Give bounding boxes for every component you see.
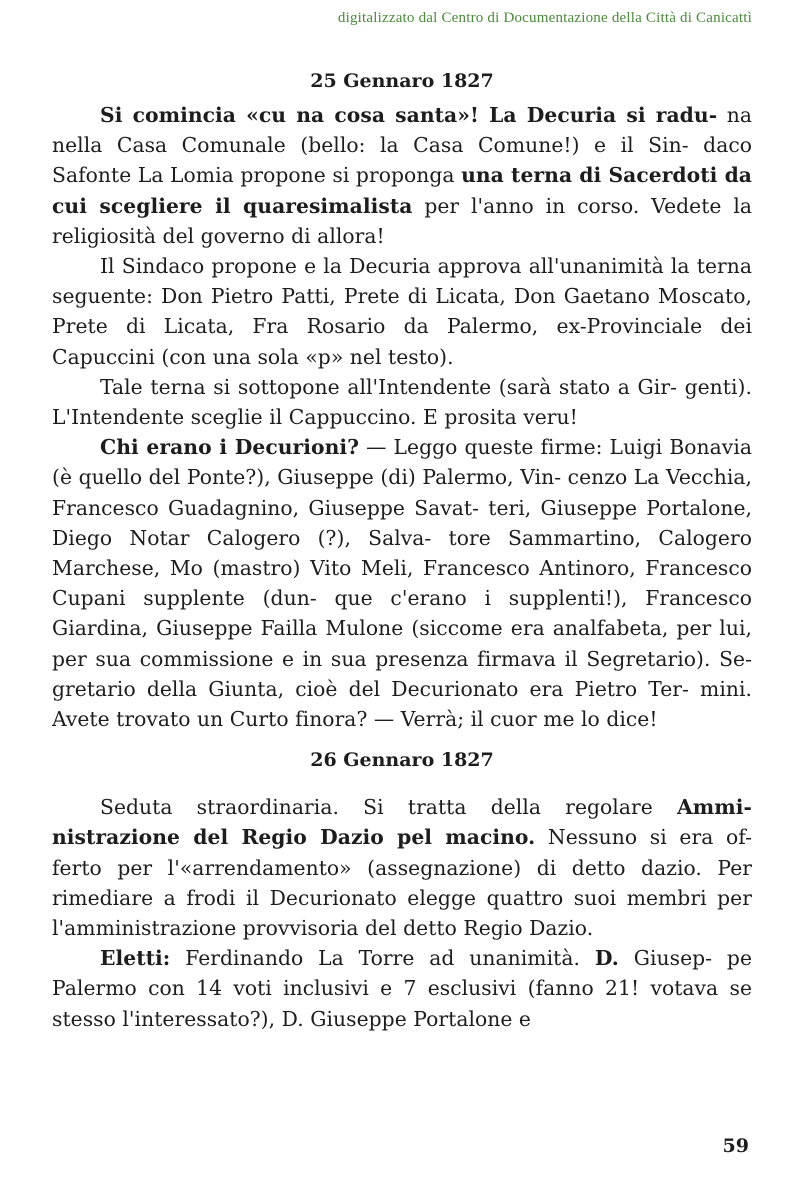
paragraph-seduta xyxy=(52,792,752,943)
text-run: Ferdinando La Torre ad unanimità. xyxy=(170,946,595,971)
paragraph-sindaco xyxy=(52,251,752,372)
section-heading-26-gennaro: 26 Gennaro 1827 xyxy=(310,749,494,772)
bold-decurioni: Chi erano i Decurioni? xyxy=(100,435,360,460)
paragraph-decuria xyxy=(52,100,752,251)
text-run: per l'anno in corso. Vedete la religiosità del governo di allora! xyxy=(52,193,752,248)
digitization-watermark: digitalizzato dal Centro di Documentazione della Città di Canicattì xyxy=(337,10,752,26)
section-heading-25-gennaro: 25 Gennaro 1827 xyxy=(310,70,494,92)
bold-d: D. xyxy=(594,946,619,971)
bold-eletti: Eletti: xyxy=(100,946,171,971)
text-run: na nella Casa Comunale (bello: la Casa Comune!) e il Sin- daco Safonte La Lomia propone si proponga xyxy=(52,103,753,188)
bold-terna: una terna di Sacerdoti da cui scegliere il quaresimalista xyxy=(52,163,752,218)
paragraph-intendente xyxy=(52,372,752,432)
text-run: Il Sindaco propone e la Decuria approva all'unanimità la terna seguente: Don Pietro Patti, Prete di Licata, Don Gaetano Moscato, Prete di Licata, Fra Rosario da Palermo, ex-Provinciale dei Capuccini (con una sola «p» nel testo). xyxy=(52,254,752,369)
paragraph-decurioni xyxy=(52,432,752,734)
text-run: Tale terna si sottopone all'Intendente (sarà stato a Gir- genti). L'Intendente sceglie il Cappuccino. E prosita veru! xyxy=(52,374,752,430)
paragraph-eletti xyxy=(52,943,752,1034)
text-run: Seduta straordinaria. Si tratta della regolare xyxy=(100,795,677,820)
page-body xyxy=(52,62,752,1034)
text-run: — Leggo queste firme: Luigi Bonavia (è quello del Ponte?), Giuseppe (di) Palermo, Vin- cenzo La Vecchia, Francesco Guadagnino, Giuseppe Savat- teri, Giuseppe Portalone, Diego Notar Calogero (?), Salva- tore Sammartino, Calogero Marchese, Mo (mastro) Vito Meli, Francesco Antinoro, Francesco Cupani supplente (dun- que c'erano i supplenti!), Francesco Giardina, Giuseppe Failla Mulone (siccome era analfabeta, per lui, per sua commissione e in sua presenza firmava il Segretario). Se- gretario della Giunta, cioè del Decurionato era Pietro Ter- mini. Avete trovato un Curto finora? — Verrà; il cuor me lo dice! xyxy=(52,435,752,732)
bold-opening: Si comincia «cu na cosa santa»! La Decuria si radu- xyxy=(100,103,718,127)
page-number: 59 xyxy=(722,1135,749,1157)
text-run: Giusep- pe Palermo con 14 voti inclusivi e 7 esclusivi (fanno 21! votava se stesso l'interessato?), D. Giuseppe Portalone e xyxy=(52,946,752,1031)
bold-amministrazione: Ammi- nistrazione del Regio Dazio pel macino. xyxy=(52,795,752,850)
text-run: Nessuno si era of- ferto per l'«arrendamento» (assegnazione) di detto dazio. Per rimediare a frodi il Decurionato elegge quattro suoi membri per l'amministrazione provvisoria del detto Regio Dazio. xyxy=(52,825,753,941)
